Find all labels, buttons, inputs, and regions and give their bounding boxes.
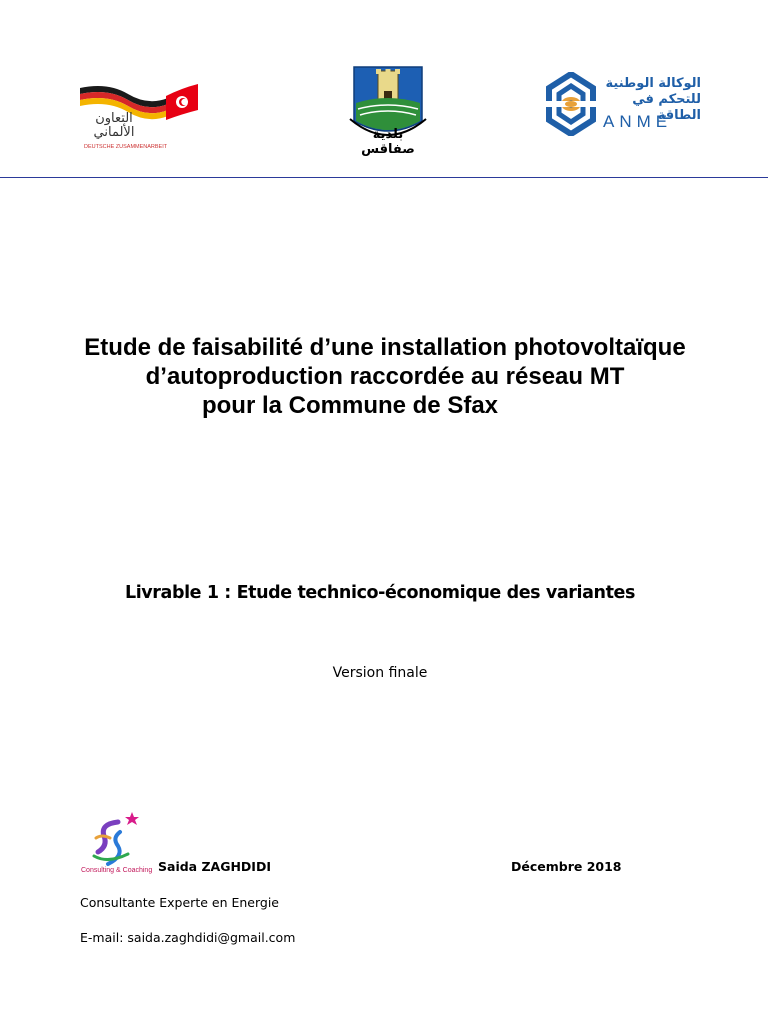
anme-acronym: ANME	[603, 112, 673, 131]
anme-logo	[543, 70, 703, 138]
giz-logo	[78, 80, 200, 156]
version-label: Version finale	[332, 665, 428, 681]
document-title	[40, 333, 730, 420]
author-email[interactable]: saida.zaghdidi@gmail.com	[127, 930, 296, 945]
consulting-swoosh-icon	[78, 808, 162, 870]
anme-emblem-icon	[543, 72, 599, 136]
title-line-2: d’autoproduction raccordée au réseau MT	[145, 363, 625, 390]
sfax-arabic-text: بلدية صفاقس	[361, 127, 415, 157]
anme-arabic-line2: للتحكم في الطاقة	[632, 92, 701, 123]
deliverable-heading: Livrable 1 : Etude technico-économique des variantes	[124, 583, 636, 603]
title-line-1: Etude de faisabilité d’une installation photovoltaïque	[84, 334, 686, 361]
header-divider	[0, 177, 768, 178]
document-date: Décembre 2018	[511, 859, 622, 874]
title-line-3: pour la Commune de Sfax	[201, 392, 499, 419]
sfax-municipality-logo	[348, 63, 428, 155]
anme-arabic-line1: الوكالة الوطنية	[605, 76, 701, 91]
giz-arabic-text: التعاون الألماني	[93, 111, 135, 140]
author-name: Saida ZAGHDIDI	[158, 859, 271, 874]
consulting-caption: Consulting & Coaching	[81, 867, 153, 874]
giz-caption: DEUTSCHE ZUSAMMENARBEIT	[84, 144, 168, 150]
email-label: E-mail:	[80, 930, 128, 945]
author-email-line	[80, 930, 295, 945]
consulting-coaching-logo	[78, 808, 162, 880]
author-role: Consultante Experte en Energie	[80, 895, 279, 910]
